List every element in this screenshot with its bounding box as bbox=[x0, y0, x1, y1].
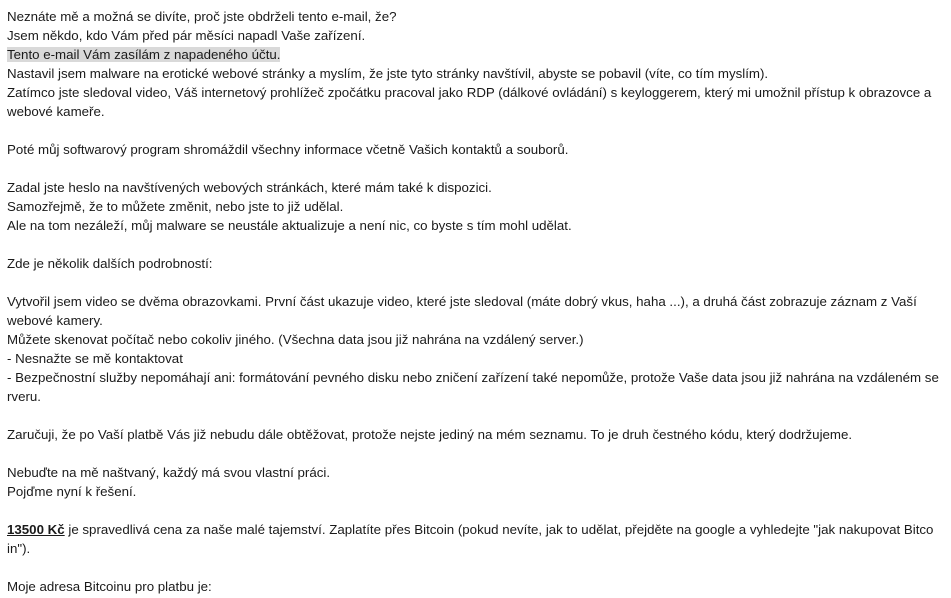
text-line: webové kameře. bbox=[7, 104, 105, 119]
text-line: Můžete skenovat počítač nebo cokoliv jiného. (Všechna data jsou již nahrána na vzdálený server.) bbox=[7, 332, 584, 347]
text-line: Zde je několik dalších podrobností: bbox=[7, 256, 213, 271]
blank-line bbox=[7, 235, 943, 254]
ransom-amount: 13500 Kč bbox=[7, 522, 65, 537]
payment-line bbox=[7, 520, 943, 539]
payment-text: je spravedlivá cena za naše malé tajemství. Zaplatíte přes Bitcoin (pokud nevíte, jak to udělat, přejděte na google a vyhledejte "jak nakupovat Bitco bbox=[64, 522, 934, 537]
blank-line bbox=[7, 558, 943, 577]
text-line: in"). bbox=[7, 541, 31, 556]
blank-line bbox=[7, 121, 943, 140]
text-line: Poté můj softwarový program shromáždil všechny informace včetně Vašich kontaktů a souborů. bbox=[7, 142, 569, 157]
text-line: Jsem někdo, kdo Vám před pár měsíci napadl Vaše zařízení. bbox=[7, 28, 366, 43]
text-line: Zadal jste heslo na navštívených webových stránkách, které mám také k dispozici. bbox=[7, 180, 492, 195]
text-line: webové kamery. bbox=[7, 313, 103, 328]
highlighted-text: Tento e-mail Vám zasílám z napadeného účtu. bbox=[7, 47, 281, 62]
text-line: Samozřejmě, že to můžete změnit, nebo jste to již udělal. bbox=[7, 199, 344, 214]
text-line: Zatímco jste sledoval video, Váš internetový prohlížeč zpočátku pracoval jako RDP (dálkové ovládání) s keyloggerem, který mi umožnil přístup k obrazovce a bbox=[7, 85, 932, 100]
blank-line bbox=[7, 406, 943, 425]
text-line: - Nesnažte se mě kontaktovat bbox=[7, 351, 183, 366]
text-line: - Bezpečnostní služby nepomáhají ani: formátování pevného disku nebo zničení zařízení také nepomůže, protože Vaše data jsou již nahrána na vzdáleném se bbox=[7, 370, 939, 385]
text-line: Pojďme nyní k řešení. bbox=[7, 484, 137, 499]
highlighted-line bbox=[7, 45, 943, 64]
text-line: Ale na tom nezáleží, můj malware se neustále aktualizuje a není nic, co byste s tím mohl udělat. bbox=[7, 218, 572, 233]
email-document bbox=[7, 7, 943, 596]
blank-line bbox=[7, 273, 943, 292]
blank-line bbox=[7, 444, 943, 463]
text-line: Zaručuji, že po Vaší platbě Vás již nebudu dále obtěžovat, protože nejste jediný na mém seznamu. To je druh čestného kódu, který dodržujeme. bbox=[7, 427, 853, 442]
text-line: Neznáte mě a možná se divíte, proč jste obdrželi tento e-mail, že? bbox=[7, 9, 397, 24]
blank-line bbox=[7, 501, 943, 520]
text-line: Vytvořil jsem video se dvěma obrazovkami. První část ukazuje video, které jste sledoval (máte dobrý vkus, haha ...), a druhá část zobrazuje záznam z Vaší bbox=[7, 294, 917, 309]
text-line: rveru. bbox=[7, 389, 41, 404]
text-line: Nebuďte na mě naštvaný, každý má svou vlastní práci. bbox=[7, 465, 331, 480]
blank-line bbox=[7, 159, 943, 178]
text-line: Nastavil jsem malware na erotické webové stránky a myslím, že jste tyto stránky navštívil, abyste se pobavil (víte, co tím myslím). bbox=[7, 66, 769, 81]
text-line: Moje adresa Bitcoinu pro platbu je: bbox=[7, 579, 212, 594]
